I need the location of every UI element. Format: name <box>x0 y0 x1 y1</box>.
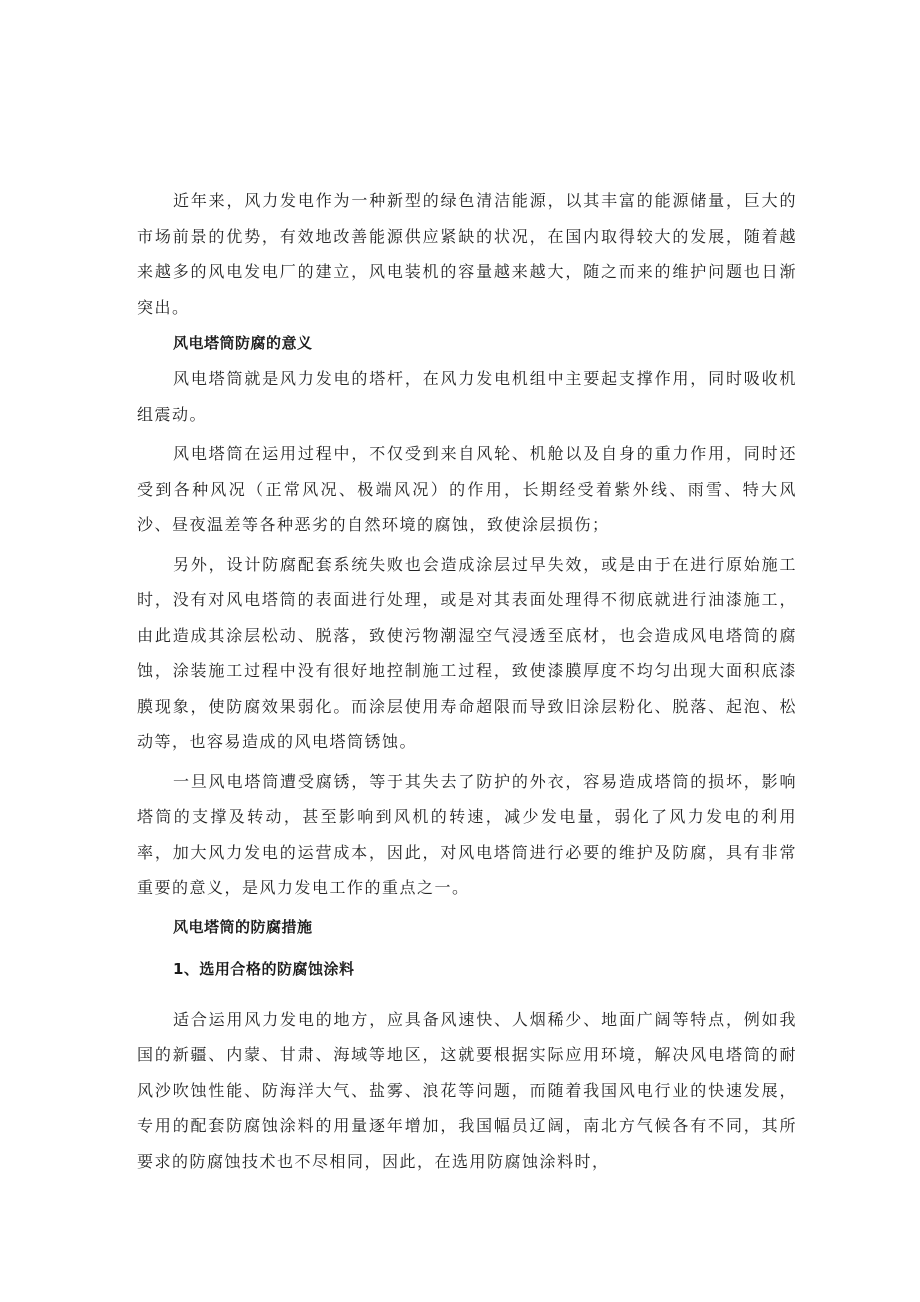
paragraph-coating-selection: 适合运用风力发电的地方，应具备风速快、人烟稀少、地面广阔等特点，例如我国的新疆、内蒙、甘肃、海域等地区，这就要根据实际应用环境，解决风电塔筒的耐风沙吹蚀性能、防海洋大气、盐雾、浪花等问题，而随着我国风电行业的快速发展，专用的配套防腐蚀涂料的用量逐年增加，我国幅员辽阔，南北方气候各有不同，其所要求的防腐蚀技术也不尽相同，因此，在选用防腐蚀涂料时， <box>137 1009 797 1171</box>
paragraph-intro: 近年来，风力发电作为一种新型的绿色清洁能源，以其丰富的能源储量，巨大的市场前景的优势，有效地改善能源供应紧缺的状况，在国内取得较大的发展，随着越来越多的风电发电厂的建立，风电装机的容量越来越大，随之而来的维护问题也日渐突出。 <box>137 191 797 317</box>
heading-significance: 风电塔筒防腐的意义 <box>173 334 313 352</box>
paragraph-loads-environment: 风电塔筒在运用过程中，不仅受到来自风轮、机舱以及自身的重力作用，同时还受到各种风况（正常风况、极端风况）的作用，长期经受着紫外线、雨雪、特大风沙、昼夜温差等各种恶劣的自然环境的腐蚀，致使涂层损伤； <box>137 444 797 534</box>
heading-measures: 风电塔筒的防腐措施 <box>173 917 313 936</box>
paragraph-tower-definition: 风电塔筒就是风力发电的塔杆，在风力发电机组中主要起支撑作用，同时吸收机组震动。 <box>137 369 797 424</box>
paragraph-coating-failure: 另外，设计防腐配套系统失败也会造成涂层过早失效，或是由于在进行原始施工时，没有对风电塔筒的表面进行处理，或是对其表面处理得不彻底就进行油漆施工，由此造成其涂层松动、脱落，致使污物潮湿空气浸透至底材，也会造成风电塔筒的腐蚀，涂装施工过程中没有很好地控制施工过程，致使漆膜厚度不均匀出现大面积底漆膜现象，使防腐效果弱化。而涂层使用寿命超限而导致旧涂层粉化、脱落、起泡、松动等，也容易造成的风电塔筒锈蚀。 <box>137 554 797 751</box>
document-body <box>137 183 797 1179</box>
heading-select-coating: 1、选用合格的防腐蚀涂料 <box>173 959 355 978</box>
paragraph-consequences: 一旦风电塔筒遭受腐锈，等于其失去了防护的外衣，容易造成塔筒的损坏，影响塔筒的支撑及转动，甚至影响到风机的转速，减少发电量，弱化了风力发电的利用率，加大风力发电的运营成本，因此，对风电塔筒进行必要的维护及防腐，具有非常重要的意义，是风力发电工作的重点之一。 <box>137 771 797 897</box>
